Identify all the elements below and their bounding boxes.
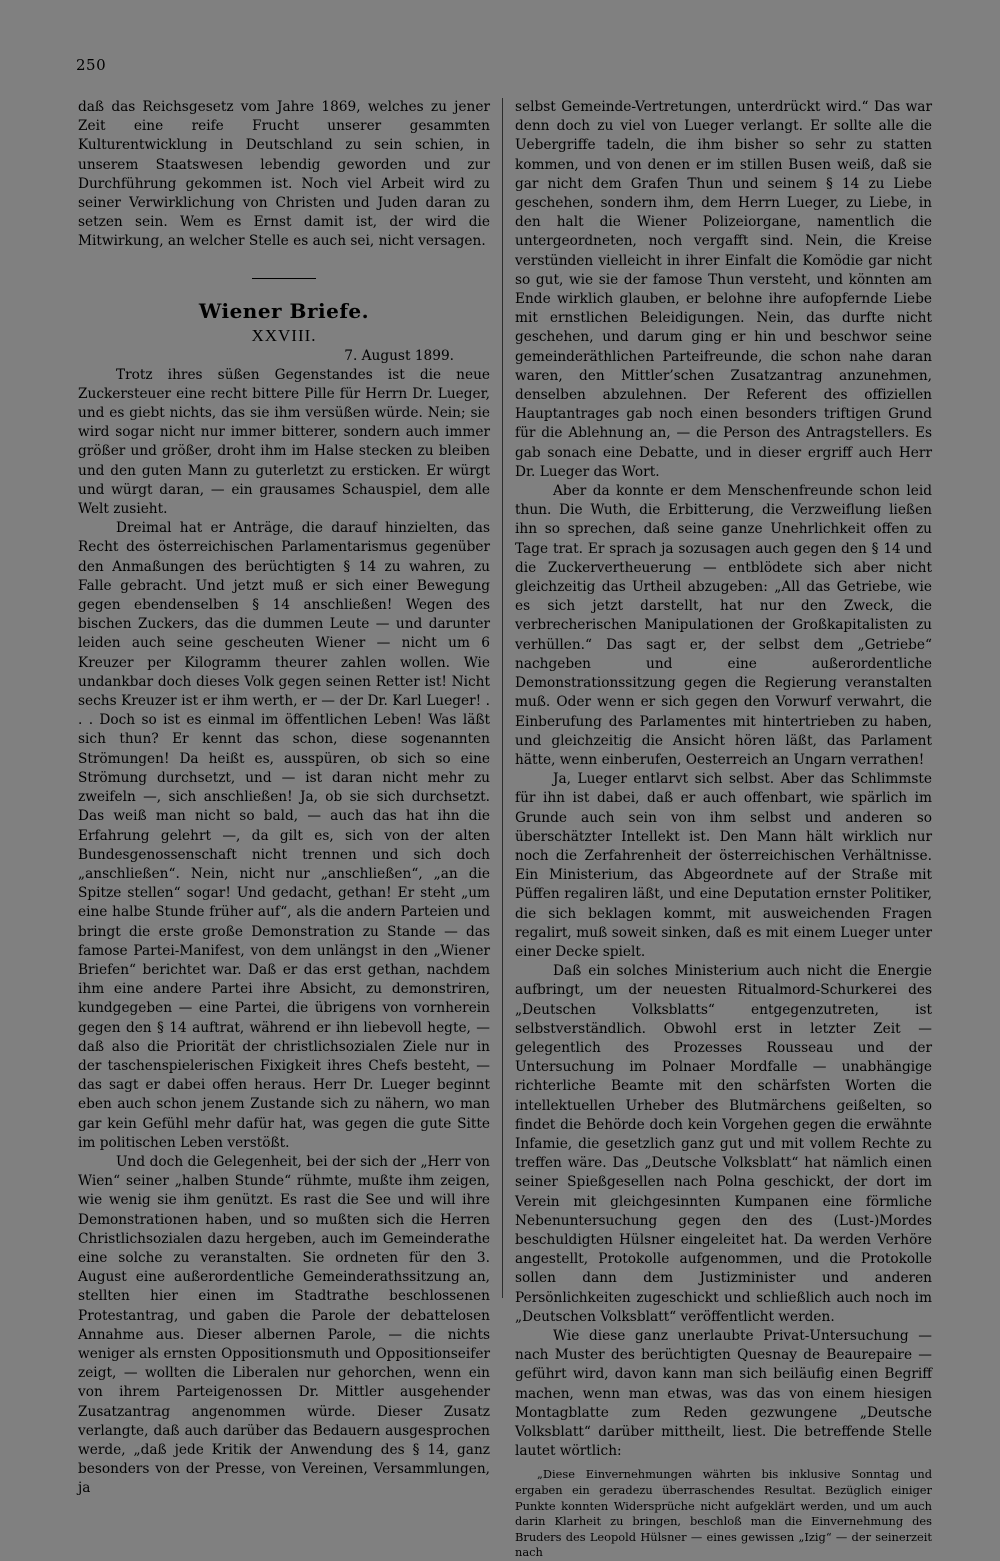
quoted-passage: [515, 1467, 932, 1561]
page-number: 250: [76, 56, 107, 74]
article-paragraph: Ja, Lueger entlarvt sich selbst. Aber das Schlimmste für ihn ist dabei, daß er auch offenbart, wie spärlich im Grunde auch sein von ihm selbst und anderen so überschätzter Intellekt ist. Den Mann hält wirklich nur noch die Zerfahrenheit der österreichischen Verhältnisse. Ein Ministerium, das Abgeordnete auf der Straße mit Püffen regaliren läßt, und eine Deputation ernster Politiker, die sich beklagen kommt, mit ausweichenden Fragen regalirt, muß soweit sinken, daß es mit einem Lueger unter einer Decke spielt.: [515, 771, 932, 960]
quote-text: „Diese Einvernehmungen währten bis inklusive Sonntag und ergaben ein geradezu überraschendes Resultat. Bezüglich einiger Punkte konnten Widersprüche nicht aufgeklärt werden, und um auch darin Klarheit zu bringen, beschloß man die Einvernehmung des Bruders des Leopold Hülsner — eines gewissen „Izig“ — der seinerzeit nach: [515, 1467, 932, 1560]
article-paragraph: Daß ein solches Ministerium auch nicht die Energie aufbringt, um der neuesten Ritualmord-Schurkerei des „Deutschen Volksblatts“ entgegenzutreten, ist selbstverständlich. Obwohl erst in letzter Zeit — gelegentlich des Prozesses Rousseau und der Untersuchung im Polnaer Mordfalle — unabhängige richterliche Beamte mit den schärfsten Worten die intellektuellen Urheber des Blutmärchens geißelten, so findet die Behörde doch kein Vorgehen gegen die erwähnte Infamie, die gesetzlich ganz gut und mit vollem Rechte zu treffen wäre. Das „Deutsche Volksblatt“ hat nämlich einen seiner Spießgesellen nach Polna geschickt, der dort im Verein mit gleichgesinnten Kumpanen eine förmliche Nebenuntersuchung gegen den des (Lust-)Mordes beschuldigten Hülsner eingeleitet hat. Da werden Verhöre angestellt, Protokolle aufgenommen, und die Protokolle sollen dann dem Justizminister und anderen Persönlichkeiten zugeschickt und schließlich auch noch im „Deutschen Volksblatt“ veröffentlicht werden.: [515, 963, 932, 1325]
article-paragraph: Trotz ihres süßen Gegenstandes ist die neue Zuckersteuer eine recht bittere Pille für Herrn Dr. Lueger, und es giebt nichts, das sie ihm versüßen würde. Nein; sie wird sogar nicht nur immer bitterer, sondern auch immer größer und größer, droht ihm im Halse stecken zu bleiben und den guten Mann zu guterletzt zu ersticken. Er würgt und würgt daran, — ein grausames Schauspiel, dem alle Welt zusieht.: [78, 366, 490, 518]
article-paragraph: Und doch die Gelegenheit, bei der sich der „Herr von Wien“ seiner „halben Stunde“ rühmte, mußte ihm zeigen, wie wenig sie ihm genützt. Es rast die See und will ihre Demonstrationen haben, und so mußten sich die Herren Christlichsozialen dazu hergeben, auch im Gemeinderathe eine solche zu veranstalten. Sie ordneten für den 3. August eine außerordentliche Gemeinderathssitzung an, stellten hier einen im Stadtrathe beschlossenen Protestantrag, und gaben die Parole der debattelosen Annahme aus. Dieser albernen Parole, — die nichts weniger als ernsten Oppositionsmuth und Oppositionseifer zeigt, — wollten die Liberalen nur gehorchen, wenn ein von ihrem Parteigenossen Dr. Mittler ausgehender Zusatzantrag angenommen würde. Dieser Zusatz verlangte, daß auch darüber das Bedauern ausgesprochen werde, „daß jede Kritik der Anwendung des § 14, ganz besonders von der Presse, von Vereinen, Versammlungen, ja: [78, 1153, 490, 1497]
article-paragraph: selbst Gemeinde-Vertretungen, unterdrückt wird.“ Das war denn doch zu viel von Lueger verlangt. Er sollte alle die Uebergriffe tadeln, die ihm bisher so sehr zu statten kommen, und von denen er im stillen Busen weiß, daß sie gar nicht dem Grafen Thun und seinem § 14 zu Liebe geschehen, sondern ihm, dem Herrn Lueger, zu Liebe, in den halt die Wiener Polizeiorgane, namentlich die untergeordneten, noch vergafft sind. Nein, die Kreise verstünden vielleicht in ihrer Einfalt die Komödie gar nicht so gut, wie sie der famose Thun versteht, und könnten am Ende wirklich glauben, er belohne ihre aufopfernde Liebe mit ernstlichen Beleidigungen. Nein, das durfte nicht geschehen, und darum ging er hin und beschwor seine gemeinderäthlichen Parteifreunde, die schon nahe daran waren, den Mittler’schen Zusatzantrag anzunehmen, denselben abzulehnen. Der Referent des offiziellen Hauptantrages gab noch einen besonders triftigen Grund für die Ablehnung an, — die Person des Antragstellers. Es gab sonach eine Debatte, und in dieser ergriff auch Herr Dr. Lueger das Wort.: [515, 99, 932, 480]
article-title: Wiener Briefe.: [198, 298, 370, 323]
column-divider: [502, 98, 503, 1298]
article-paragraph: Wie diese ganz unerlaubte Privat-Untersuchung — nach Muster des berüchtigten Quesnay de Beaurepaire — geführt wird, davon kann man sich beiläufig einen Begriff machen, wenn man etwas, was das von einem hiesigen Montagblatte zum Reden gezwungene „Deutsche Volksblatt“ darüber mittheilt, liest. Die betreffende Stelle lautet wörtlich:: [515, 1328, 932, 1460]
right-column: [515, 98, 932, 1561]
dateline: 7. August 1899.: [344, 347, 454, 364]
article-number: XXVIII.: [251, 325, 317, 345]
left-column: [78, 98, 490, 1499]
article-paragraph: Aber da konnte er dem Menschenfreunde schon leid thun. Die Wuth, die Erbitterung, die Verzweiflung ließen ihn so sprechen, daß seine ganze Unehrlichkeit offen zu Tage trat. Er sprach ja sozusagen auch gegen den § 14 und die Zuckervertheuerung — entblödete sich aber nicht gleichzeitig das Urtheil abzugeben: „All das Getriebe, wie es sich jetzt darstellt, hat nur den Zweck, die verbrecherischen Manipulationen der Großkapitalisten zu verhüllen.“ Das sagt er, der selbst dem „Getriebe“ nachgeben und eine außerordentliche Demonstrationssitzung gegen die Regierung veranstalten muß. Oder wenn er sich gegen den Vorwurf verwahrt, die Einberufung des Parlamentes mit hintertrieben zu haben, und gleichzeitig die Ansicht hören läßt, das Parlament hätte, wenn einberufen, Oesterreich an Ungarn verrathen!: [515, 483, 932, 768]
section-separator: [252, 278, 316, 279]
article-paragraph: Dreimal hat er Anträge, die darauf hinzielten, das Recht des österreichischen Parlamentarismus gegenüber den Anmaßungen des berüchtigten § 14 zu wahren, zu Falle gebracht. Und jetzt muß er sich einer Bewegung gegen ebendenselben § 14 anschließen! Wegen des bischen Zuckers, das die dummen Leute — und darunter leiden auch seine gescheuten Wiener — nicht um 6 Kreuzer per Kilogramm theurer zahlen wollen. Wie undankbar doch dieses Volk gegen seinen Retter ist! Nicht sechs Kreuzer ist er ihm werth, er — der Dr. Karl Lueger! . . . Doch so ist es einmal im öffentlichen Leben! Was läßt sich thun? Er kennt das schon, diese sogenannten Strömungen! Da heißt es, ausspüren, ob sich so eine Strömung durchsetzt, und — ist daran nicht mehr zu zweifeln —, sich anschließen! Ja, ob sie sich durchsetzt. Das weiß man nicht so bald, — auch das hat ihn die Erfahrung gelehrt —, da gilt es, sich von der alten Bundesgenossenschaft nicht trennen und sich doch „anschließen“. Nein, nicht nur „anschließen“, „an die Spitze stellen“ sogar! Und gedacht, gethan! Er steht „um eine halbe Stunde früher auf“, als die andern Parteien und bringt die erste große Demonstration zu Stande — das famose Partei-Manifest, von dem unlängst in den „Wiener Briefen“ berichtet war. Daß er das erst gethan, nachdem ihm eine andere Partei ihre Absicht, zu demonstriren, kundgegeben — eine Partei, die übrigens von vornherein gegen den § 14 auftrat, während er ihn liebevoll hegte, — daß also die Priorität der christlichsozialen Ziele nur in der taschenspielerischen Fixigkeit ihres Chefs besteht, — das sagt er dabei offen heraus. Herr Dr. Lueger beginnt eben auch schon jenem Zustande sich zu nähern, wo man gar kein Gefühl mehr dafür hat, was gegen die gute Sitte im politischen Leben verstößt.: [78, 520, 490, 1151]
intro-paragraph: daß das Reichsgesetz vom Jahre 1869, welches zu jener Zeit eine reife Frucht unserer gesammten Kulturentwicklung in Deutschland zu sein schien, in unserem Staatswesen lebendig geworden und zur Durchführung gekommen ist. Noch viel Arbeit wird zu seiner Verwirklichung von Christen und Juden daran zu setzen sein. Wem es Ernst damit ist, der wird die Mitwirkung, an welcher Stelle es auch sei, nicht versagen.: [78, 99, 490, 250]
